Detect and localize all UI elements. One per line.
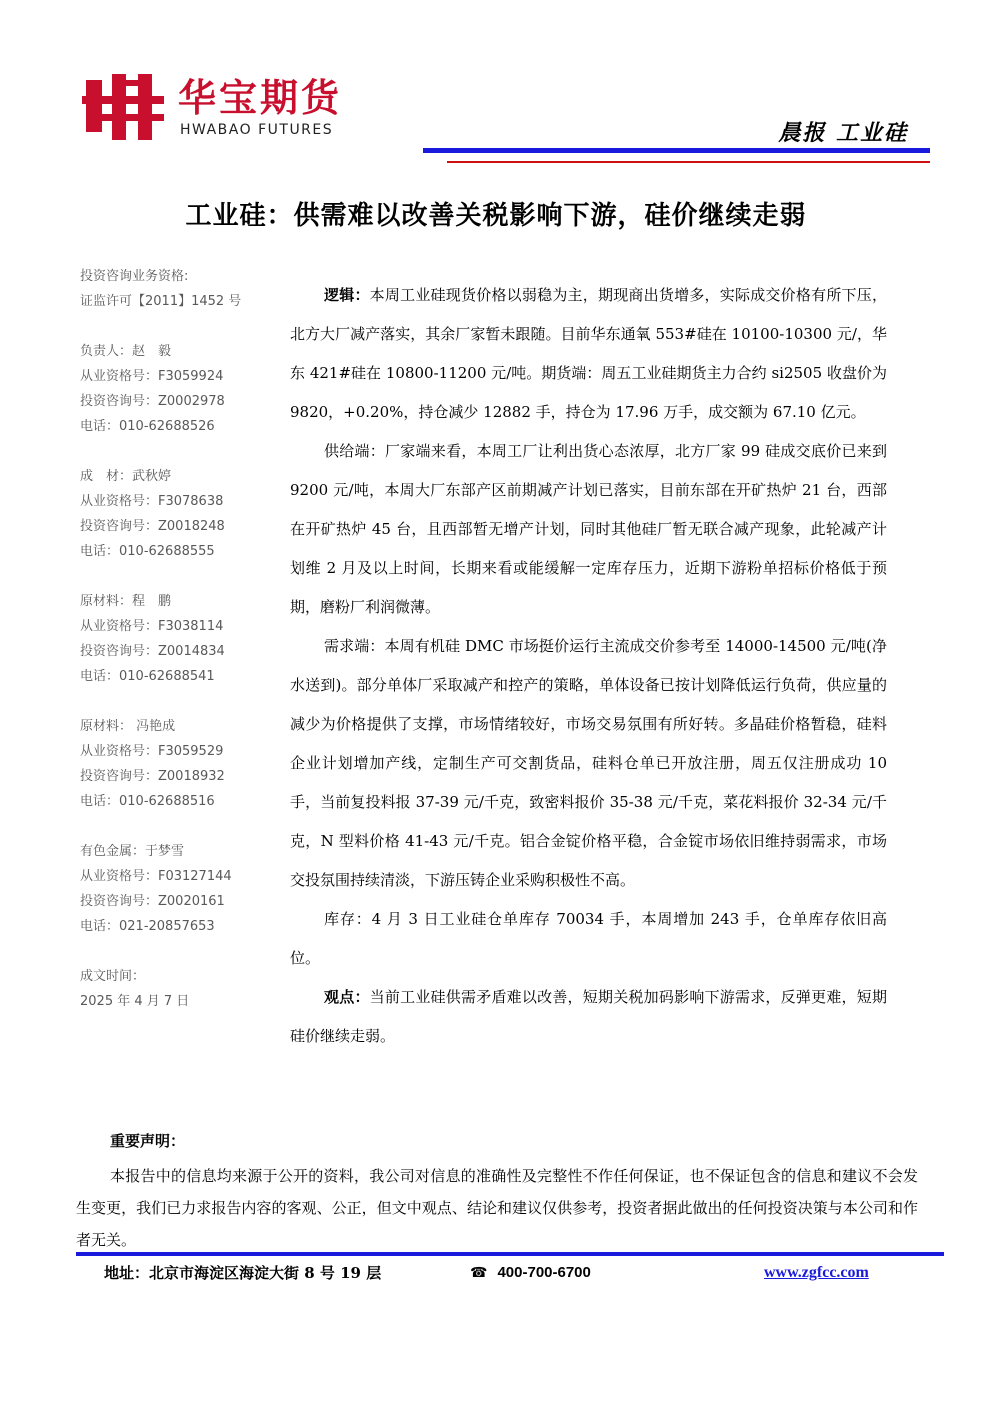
view-paragraph bbox=[290, 978, 887, 1056]
supply-paragraph: 供给端：厂家端来看，本周工厂让利出货心态浓厚，北方厂家 99 硅成交底价已来到 9200 元/吨，本周大厂东部产区前期减产计划已落实，目前东部在开矿热炉 21 台，西部在开矿热炉 45 台，且西部暂无增产计划，同时其他硅厂暂无联合减产现象，此轮减产计划维 2 月及以上时间，长期来看或能缓解一定库存压力，近期下游粉单招标价格低于预期，磨粉厂利润微薄。 bbox=[290, 442, 887, 616]
sidebar-group-analyst bbox=[80, 464, 280, 564]
sidebar-line: 投资咨询号：Z0020161 bbox=[80, 894, 225, 909]
disclaimer-title: 重要声明： bbox=[110, 1132, 186, 1150]
sidebar-line: 原材料： 冯艳成 bbox=[80, 719, 176, 734]
report-body bbox=[290, 276, 887, 1056]
logic-label: 逻辑： bbox=[324, 286, 370, 304]
logo-english-name: HWABAO FUTURES bbox=[180, 122, 334, 138]
sidebar-group-analyst bbox=[80, 839, 280, 939]
footer-rule bbox=[76, 1252, 944, 1256]
sidebar-line: 投资咨询业务资格: bbox=[80, 269, 189, 284]
sidebar-line: 电话：021-20857653 bbox=[80, 919, 215, 934]
disclaimer-text: 本报告中的信息均来源于公开的资料，我公司对信息的准确性及完整性不作任何保证，也不保证包含的信息和建议不会发生变更，我们已力求报告内容的客观、公正，但文中观点、结论和建议仅供参考，投资者据此做出的任何投资决策与本公司和作者无关。 bbox=[76, 1167, 918, 1249]
footer-phone bbox=[470, 1262, 591, 1284]
footer-address: 地址：北京市海淀区海淀大街 8 号 19 层 bbox=[104, 1264, 382, 1282]
header-rule-blue bbox=[423, 148, 930, 153]
sidebar-line: 从业资格号：F03127144 bbox=[80, 869, 232, 884]
sidebar-line: 电话：010-62688541 bbox=[80, 669, 215, 684]
sidebar-line: 原材料：程 鹏 bbox=[80, 594, 172, 609]
sidebar-line: 从业资格号：F3038114 bbox=[80, 619, 224, 634]
sidebar-group-analyst bbox=[80, 714, 280, 814]
sidebar-line: 投资咨询号：Z0018248 bbox=[80, 519, 225, 534]
sidebar-line: 从业资格号：F3059924 bbox=[80, 369, 224, 384]
logic-text: 本周工业硅现货价格以弱稳为主，期现商出货增多，实际成交价格有所下压，北方大厂减产落实，其余厂家暂未跟随。目前华东通氧 553#硅在 10100-10300 元/，华东 421#硅在 10800-11200 元/吨。期货端：周五工业硅期货主力合约 si2505 收盘价为 9820，+0.20%，持仓减少 12882 手，持仓为 17.96 万手，成交额为 67.10 亿元。 bbox=[290, 286, 887, 421]
view-label: 观点： bbox=[324, 988, 370, 1006]
sidebar-line: 投资咨询号：Z0002978 bbox=[80, 394, 225, 409]
sidebar-group-date bbox=[80, 964, 280, 1014]
sidebar-group-analyst bbox=[80, 589, 280, 689]
view-text: 当前工业硅供需矛盾难以改善，短期关税加码影响下游需求，反弹更难，短期硅价继续走弱。 bbox=[290, 988, 887, 1045]
sidebar-line: 电话：010-62688555 bbox=[80, 544, 215, 559]
sidebar-line: 有色金属：于梦雪 bbox=[80, 844, 185, 859]
sidebar-line: 电话：010-62688516 bbox=[80, 794, 215, 809]
hwabao-logo-mark bbox=[82, 74, 164, 140]
header-rule-red bbox=[447, 161, 930, 163]
analyst-sidebar bbox=[80, 264, 280, 1039]
sidebar-line: 投资咨询号：Z0014834 bbox=[80, 644, 225, 659]
sidebar-line: 成 材：武秋婷 bbox=[80, 469, 172, 484]
sidebar-line: 证监许可【2011】1452 号 bbox=[80, 294, 242, 309]
demand-paragraph: 需求端：本周有机硅 DMC 市场挺价运行主流成交价参考至 14000-14500 元/吨(净水送到)。部分单体厂采取减产和控产的策略，单体设备已按计划降低运行负荷，供应量的减少为价格提供了支撑，市场情绪较好，市场交易氛围有所好转。多晶硅价格暂稳，硅料企业计划增加产线，定制生产可交割货品，硅料仓单已开放注册，周五仅注册成功 10 手，当前复投料报 37-39 元/千克，致密料报价 35-38 元/千克，菜花料报价 32-34 元/千克，N 型料价格 41-43 元/千克。铝合金锭价格平稳，合金锭市场依旧维持弱需求，市场交投氛围持续清淡，下游压铸企业采购积极性不高。 bbox=[290, 637, 887, 889]
logo-chinese-name: 华宝期货 bbox=[178, 76, 343, 120]
report-type-tag: 晨报 工业硅 bbox=[778, 120, 908, 146]
sidebar-group-qualification bbox=[80, 264, 280, 314]
sidebar-line: 从业资格号：F3078638 bbox=[80, 494, 224, 509]
phone-icon: ☎ bbox=[470, 1265, 488, 1281]
company-logo bbox=[82, 74, 372, 140]
sidebar-line: 2025 年 4 月 7 日 bbox=[80, 994, 190, 1009]
sidebar-line: 从业资格号：F3059529 bbox=[80, 744, 224, 759]
inventory-paragraph: 库存：4 月 3 日工业硅仓单库存 70034 手，本周增加 243 手，仓单库存依旧高位。 bbox=[290, 910, 887, 967]
phone-number: 400-700-6700 bbox=[497, 1264, 591, 1281]
sidebar-line: 成文时间： bbox=[80, 969, 146, 984]
report-title: 工业硅：供需难以改善关税影响下游，硅价继续走弱 bbox=[185, 201, 807, 231]
sidebar-line: 电话：010-62688526 bbox=[80, 419, 215, 434]
website-link[interactable]: www.zgfcc.com bbox=[764, 1264, 869, 1281]
sidebar-line: 投资咨询号：Z0018932 bbox=[80, 769, 225, 784]
logic-paragraph bbox=[290, 276, 887, 432]
sidebar-group-analyst bbox=[80, 339, 280, 439]
sidebar-line: 负责人：赵 毅 bbox=[80, 344, 172, 359]
